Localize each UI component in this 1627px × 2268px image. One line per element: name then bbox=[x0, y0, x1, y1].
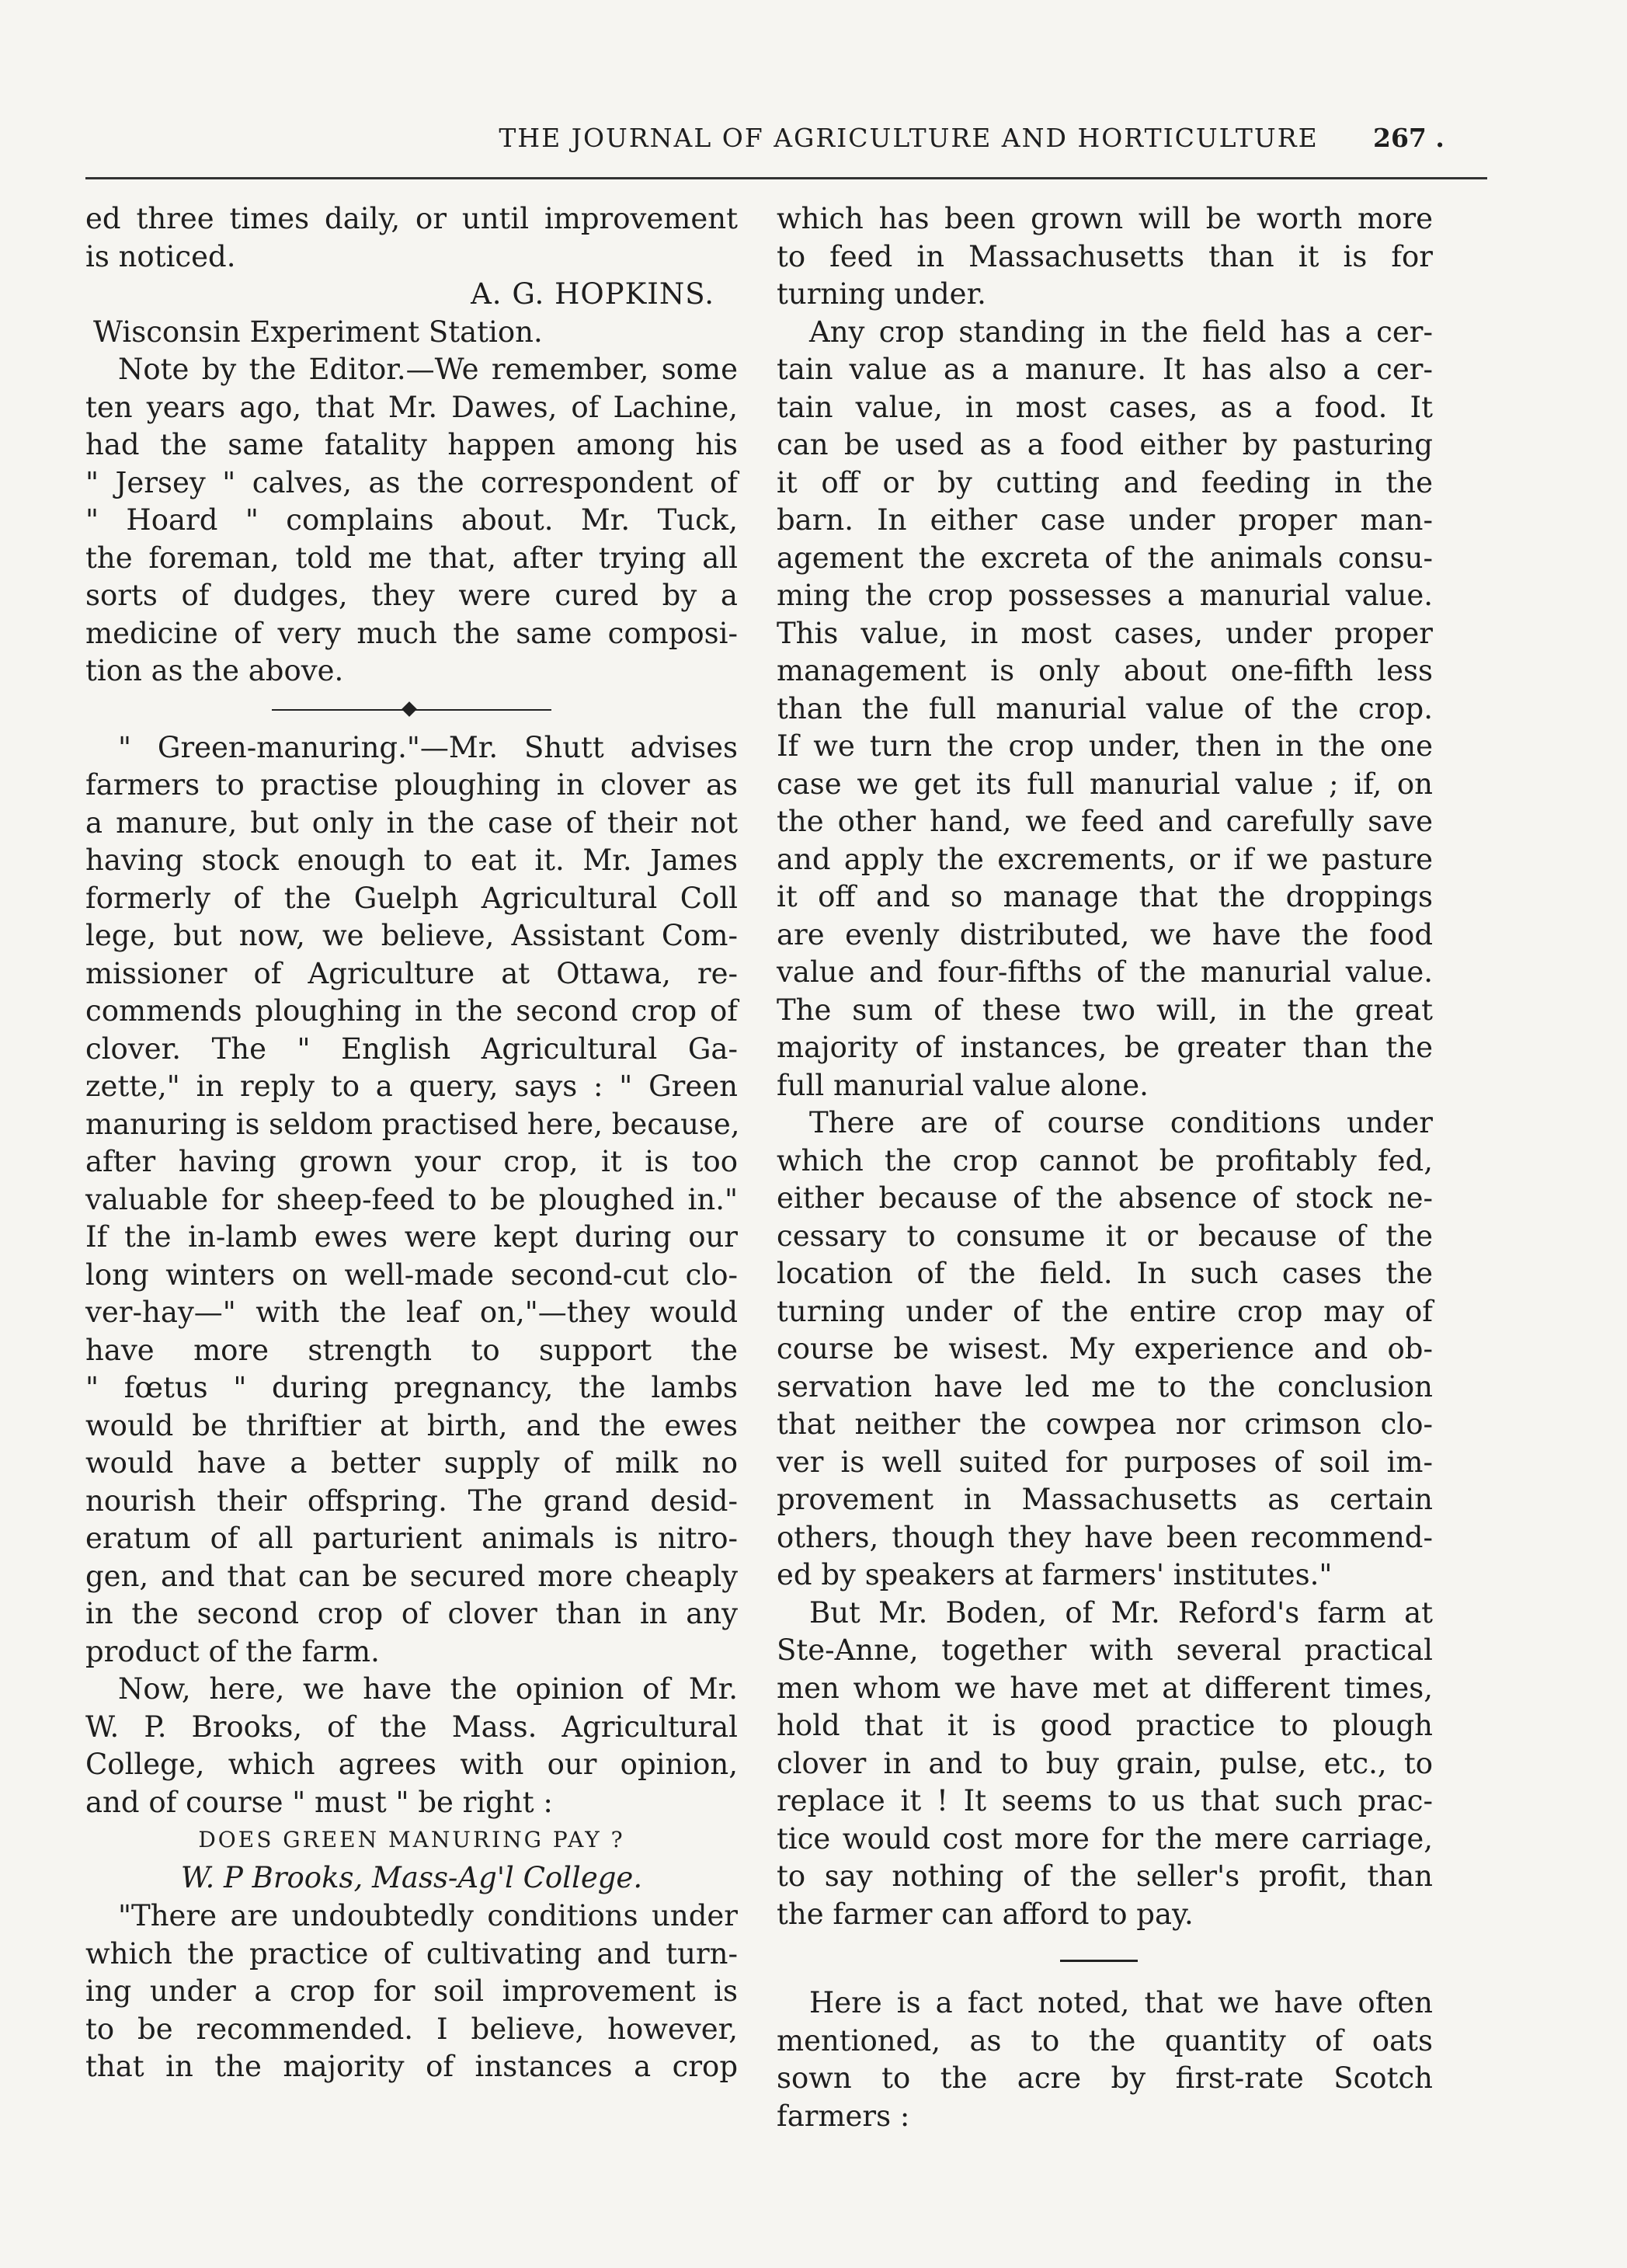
text-line: full manurial value alone. bbox=[777, 1068, 1149, 1102]
editor-note bbox=[85, 351, 738, 690]
text-line: the foreman, told me that, after trying all bbox=[85, 541, 738, 575]
text-line: There are of course conditions under bbox=[809, 1106, 1433, 1139]
text-line: turning under. bbox=[777, 277, 986, 311]
text-line: tain value, in most cases, as a food. It bbox=[777, 390, 1433, 424]
crop-value-paragraph bbox=[777, 314, 1433, 1105]
text-line: ver is well suited for purposes of soil im- bbox=[777, 1445, 1433, 1479]
text-line: to feed in Massachusetts than it is for bbox=[777, 239, 1433, 273]
text-line: would be thriftier at birth, and the ewes bbox=[85, 1408, 738, 1442]
text-line: ming the crop possesses a manurial value. bbox=[777, 579, 1433, 612]
text-line: hold that it is good practice to plough bbox=[777, 1709, 1433, 1742]
text-line: cessary to consume it or because of the bbox=[777, 1219, 1433, 1253]
brooks-intro-paragraph bbox=[85, 1671, 738, 1821]
text-line: medicine of very much the same composi- bbox=[85, 616, 738, 650]
running-header: THE JOURNAL OF AGRICULTURE AND HORTICULTURE bbox=[499, 123, 1319, 153]
text-line: valuable for sheep-feed to be ploughed in." bbox=[85, 1182, 738, 1216]
text-line: agement the excreta of the animals consu- bbox=[777, 541, 1433, 575]
text-line: location of the field. In such cases the bbox=[777, 1257, 1433, 1290]
text-line: tain value as a manure. It has also a cer- bbox=[777, 353, 1433, 386]
text-line: case we get its full manurial value ; if, on bbox=[777, 767, 1433, 801]
author-signature: A. G. HOPKINS. bbox=[471, 277, 714, 311]
text-line: clover. The " English Agricultural Ga- bbox=[85, 1031, 738, 1066]
text-line: the farmer can afford to pay. bbox=[777, 1897, 1194, 1931]
text-line: ed by speakers at farmers' institutes." bbox=[777, 1558, 1333, 1591]
conditions-paragraph bbox=[777, 1104, 1433, 1595]
text-line: others, though they have been recommend- bbox=[777, 1520, 1433, 1554]
text-line: men whom we have met at different times, bbox=[777, 1671, 1433, 1705]
text-line: The sum of these two will, in the great bbox=[777, 993, 1433, 1027]
text-line: Now, here, we have the opinion of Mr. bbox=[118, 1672, 738, 1706]
text-line: missioner of Agriculture at Ottawa, re- bbox=[85, 956, 738, 990]
text-line: management is only about one-fifth less bbox=[777, 654, 1433, 687]
text-line: are evenly distributed, we have the food bbox=[777, 917, 1433, 951]
text-line: This value, in most cases, under proper bbox=[777, 616, 1433, 650]
text-line: W. P. Brooks, of the Mass. Agricultural bbox=[85, 1710, 738, 1744]
section-divider bbox=[85, 690, 738, 729]
text-line: can be used as a food either by pasturing bbox=[777, 428, 1433, 461]
text-line: College, which agrees with our opinion, bbox=[85, 1748, 738, 1781]
text-line: Note by the Editor.—We remember, some bbox=[118, 353, 738, 386]
author-institution: Wisconsin Experiment Station. bbox=[93, 315, 543, 349]
page-number: 267 . bbox=[1373, 123, 1444, 153]
text-line: either because of the absence of stock ne- bbox=[777, 1181, 1433, 1215]
text-line: nourish their offspring. The grand desid- bbox=[85, 1484, 738, 1518]
text-line: is noticed. bbox=[85, 239, 236, 273]
text-line: commends ploughing in the second crop of bbox=[85, 994, 738, 1028]
text-line: which the crop cannot be profitably fed, bbox=[777, 1143, 1433, 1177]
text-line: barn. In either case under proper man- bbox=[777, 503, 1433, 537]
text-line: product of the farm. bbox=[85, 1634, 380, 1668]
text-line: mentioned, as to the quantity of oats bbox=[777, 2023, 1433, 2058]
text-line: which has been grown will be worth more bbox=[777, 202, 1433, 235]
text-line: course be wisest. My experience and ob- bbox=[777, 1332, 1433, 1365]
text-line: Ste-Anne, together with several practical bbox=[777, 1633, 1433, 1667]
text-line: and of course " must " be right : bbox=[85, 1785, 553, 1819]
text-line: than the full manurial value of the crop. bbox=[777, 691, 1433, 725]
green-manuring-paragraph bbox=[85, 729, 738, 1671]
quote-continuation bbox=[777, 200, 1433, 314]
left-column bbox=[85, 200, 738, 2086]
text-line: replace it ! It seems to us that such prac- bbox=[777, 1784, 1433, 1818]
text-line: majority of instances, be greater than the bbox=[777, 1031, 1433, 1064]
right-column bbox=[777, 200, 1433, 2135]
text-line: it off or by cutting and feeding in the bbox=[777, 465, 1433, 499]
oats-paragraph bbox=[777, 1984, 1433, 2135]
text-line: it off and so manage that the droppings bbox=[777, 880, 1433, 913]
text-line: long winters on well-made second-cut clo- bbox=[85, 1257, 738, 1292]
text-line: " Hoard " complains about. Mr. Tuck, bbox=[85, 503, 738, 537]
text-line: have more strength to support the bbox=[85, 1333, 738, 1367]
text-line: after having grown your crop, it is too bbox=[85, 1145, 738, 1178]
short-divider bbox=[777, 1933, 1433, 1984]
text-line: " fœtus " during pregnancy, the lambs bbox=[85, 1371, 738, 1404]
text-line: lege, but now, we believe, Assistant Com- bbox=[85, 919, 738, 952]
text-line: value and four-fifths of the manurial value. bbox=[777, 955, 1433, 989]
text-line: the other hand, we feed and carefully save bbox=[777, 805, 1433, 838]
text-line: gen, and that can be secured more cheaply bbox=[85, 1559, 738, 1593]
brooks-quote-paragraph bbox=[85, 1898, 738, 2086]
text-line: formerly of the Guelph Agricultural Coll bbox=[85, 881, 738, 915]
text-line: servation have led me to the conclusion bbox=[777, 1369, 1433, 1404]
text-line: ten years ago, that Mr. Dawes, of Lachine, bbox=[85, 390, 738, 424]
paragraph-continuation bbox=[85, 200, 738, 276]
text-line: farmers to practise ploughing in clover as bbox=[85, 768, 738, 802]
text-line: Here is a fact noted, that we have often bbox=[809, 1986, 1433, 2019]
text-line: provement in Massachusetts as certain bbox=[777, 1483, 1433, 1516]
text-line: zette," in reply to a query, says : " Green bbox=[85, 1070, 738, 1103]
text-line: " Green-manuring."—Mr. Shutt advises bbox=[118, 730, 738, 764]
text-line: sorts of dudges, they were cured by a bbox=[85, 579, 738, 612]
text-line: to be recommended. I believe, however, bbox=[85, 2012, 738, 2046]
article-byline: W. P Brooks, Mass-Ag'l College. bbox=[180, 1861, 643, 1894]
text-line: tice would cost more for the mere carriage, bbox=[777, 1821, 1433, 1856]
text-line: a manure, but only in the case of their not bbox=[85, 805, 738, 840]
text-line: ed three times daily, or until improvement bbox=[85, 202, 738, 235]
text-line: "There are undoubtedly conditions under bbox=[118, 1899, 738, 1932]
divider-ornament bbox=[402, 701, 417, 717]
text-line: tion as the above. bbox=[85, 654, 344, 687]
divider-line bbox=[1060, 1960, 1138, 1962]
text-line: If the in-lamb ewes were kept during our bbox=[85, 1220, 738, 1254]
text-line: farmers : bbox=[777, 2099, 910, 2133]
text-line: that in the majority of instances a crop bbox=[85, 2050, 738, 2083]
text-line: would have a better supply of milk no bbox=[85, 1446, 738, 1480]
text-line: ver-hay—" with the leaf on,"—they would bbox=[85, 1296, 738, 1329]
text-line: sown to the acre by first-rate Scotch bbox=[777, 2061, 1433, 2095]
text-line: and apply the excrements, or if we pasture bbox=[777, 842, 1433, 876]
header-rule bbox=[85, 177, 1487, 179]
text-line: clover in and to buy grain, pulse, etc., to bbox=[777, 1746, 1433, 1780]
text-line: manuring is seldom practised here, because, bbox=[85, 1107, 740, 1141]
text-line: to say nothing of the seller's profit, than bbox=[777, 1859, 1433, 1893]
text-line: Any crop standing in the field has a cer- bbox=[809, 315, 1433, 349]
text-line: turning under of the entire crop may of bbox=[777, 1294, 1433, 1328]
text-line: in the second crop of clover than in any bbox=[85, 1597, 738, 1630]
article-title: DOES GREEN MANURING PAY ? bbox=[198, 1827, 625, 1852]
text-line: had the same fatality happen among his bbox=[85, 428, 738, 461]
text-line: which the practice of cultivating and turn- bbox=[85, 1936, 738, 1971]
text-line: that neither the cowpea nor crimson clo- bbox=[777, 1407, 1433, 1441]
text-line: having stock enough to eat it. Mr. James bbox=[85, 844, 738, 877]
text-line: If we turn the crop under, then in the one bbox=[777, 729, 1433, 763]
text-line: eratum of all parturient animals is nitro- bbox=[85, 1522, 738, 1555]
text-line: ing under a crop for soil improvement is bbox=[85, 1974, 738, 2008]
text-line: " Jersey " calves, as the correspondent of bbox=[85, 465, 738, 499]
text-line: But Mr. Boden, of Mr. Reford's farm at bbox=[809, 1595, 1433, 1630]
boden-paragraph bbox=[777, 1595, 1433, 1934]
